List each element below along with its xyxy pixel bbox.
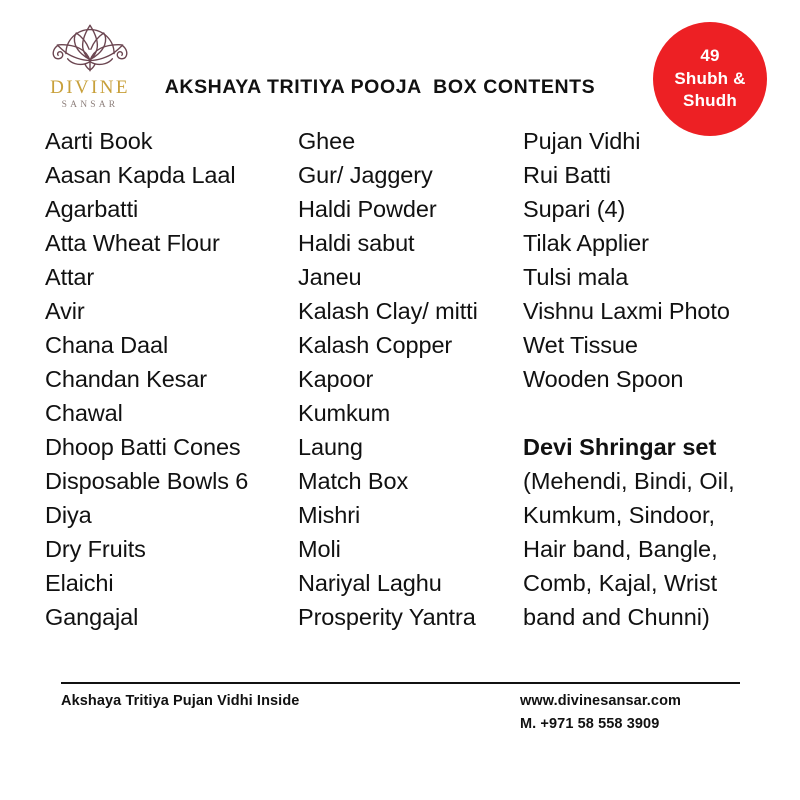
list-item: Vishnu Laxmi Photo xyxy=(523,298,730,324)
list-item: Attar xyxy=(45,264,95,290)
list-item: Gangajal xyxy=(45,604,139,630)
list-item: Gur/ Jaggery xyxy=(298,162,433,188)
list-item: Aarti Book xyxy=(45,128,153,154)
list-item: Wet Tissue xyxy=(523,332,638,358)
list-item: Dry Fruits xyxy=(45,536,146,562)
lotus-icon xyxy=(47,14,133,76)
list-item: Prosperity Yantra xyxy=(298,604,476,630)
footer-contact xyxy=(520,690,681,736)
brand-name: DIVINE xyxy=(50,77,130,98)
list-item: Haldi sabut xyxy=(298,230,415,256)
list-item: Atta Wheat Flour xyxy=(45,230,220,256)
brand-subtitle: SANSAR xyxy=(61,99,119,110)
list-item: Mishri xyxy=(298,502,361,528)
list-item: Wooden Spoon xyxy=(523,366,684,392)
page-title: AKSHAYA TRITIYA POOJA BOX CONTENTS xyxy=(164,76,596,98)
list-item: Laung xyxy=(298,434,363,460)
list-item: Dhoop Batti Cones xyxy=(45,434,241,460)
list-item: Tilak Applier xyxy=(523,230,649,256)
list-item: Supari (4) xyxy=(523,196,626,222)
list-item: Pujan Vidhi xyxy=(523,128,641,154)
list-item: Rui Batti xyxy=(523,162,611,188)
list-item: Kalash Copper xyxy=(298,332,453,358)
list-item: Janeu xyxy=(298,264,362,290)
list-item: Disposable Bowls 6 xyxy=(45,468,249,494)
list-item: Diya xyxy=(45,502,92,528)
list-item: Chana Daal xyxy=(45,332,169,358)
list-item: Elaichi xyxy=(45,570,114,596)
list-item: Chandan Kesar xyxy=(45,366,208,392)
list-item: Match Box xyxy=(298,468,409,494)
badge-line-2: Shubh & xyxy=(674,68,746,88)
list-item: Agarbatti xyxy=(45,196,139,222)
devi-shringar-set-title: Devi Shringar set xyxy=(523,434,717,460)
website-link[interactable]: www.divinesansar.com xyxy=(520,693,682,709)
list-item: Kalash Clay/ mitti xyxy=(298,298,478,324)
phone-number[interactable]: M. +971 58 558 3909 xyxy=(520,716,660,732)
list-item: Kapoor xyxy=(298,366,374,392)
footer-note: Akshaya Tritiya Pujan Vidhi Inside xyxy=(61,693,300,709)
list-item: Tulsi mala xyxy=(523,264,629,290)
list-item: Kumkum xyxy=(298,400,391,426)
list-item: Moli xyxy=(298,536,341,562)
list-item: Ghee xyxy=(298,128,356,154)
devi-shringar-set-body: (Mehendi, Bindi, Oil, Kumkum, Sindoor, Hair band, Bangle, Comb, Kajal, Wrist band and Chunni) xyxy=(523,468,735,630)
column-spacer xyxy=(523,396,768,430)
badge-count: 49 xyxy=(700,46,720,66)
list-item: Haldi Powder xyxy=(298,196,437,222)
list-item: Aasan Kapda Laal xyxy=(45,162,236,188)
list-item: Nariyal Laghu xyxy=(298,570,442,596)
list-item: Avir xyxy=(45,298,85,324)
contents-column-2 xyxy=(298,124,518,634)
badge-line-3: Shudh xyxy=(683,91,737,111)
contents-column-1 xyxy=(45,124,295,634)
list-item: Chawal xyxy=(45,400,123,426)
contents-column-3 xyxy=(523,124,768,634)
footer-divider xyxy=(61,682,740,684)
